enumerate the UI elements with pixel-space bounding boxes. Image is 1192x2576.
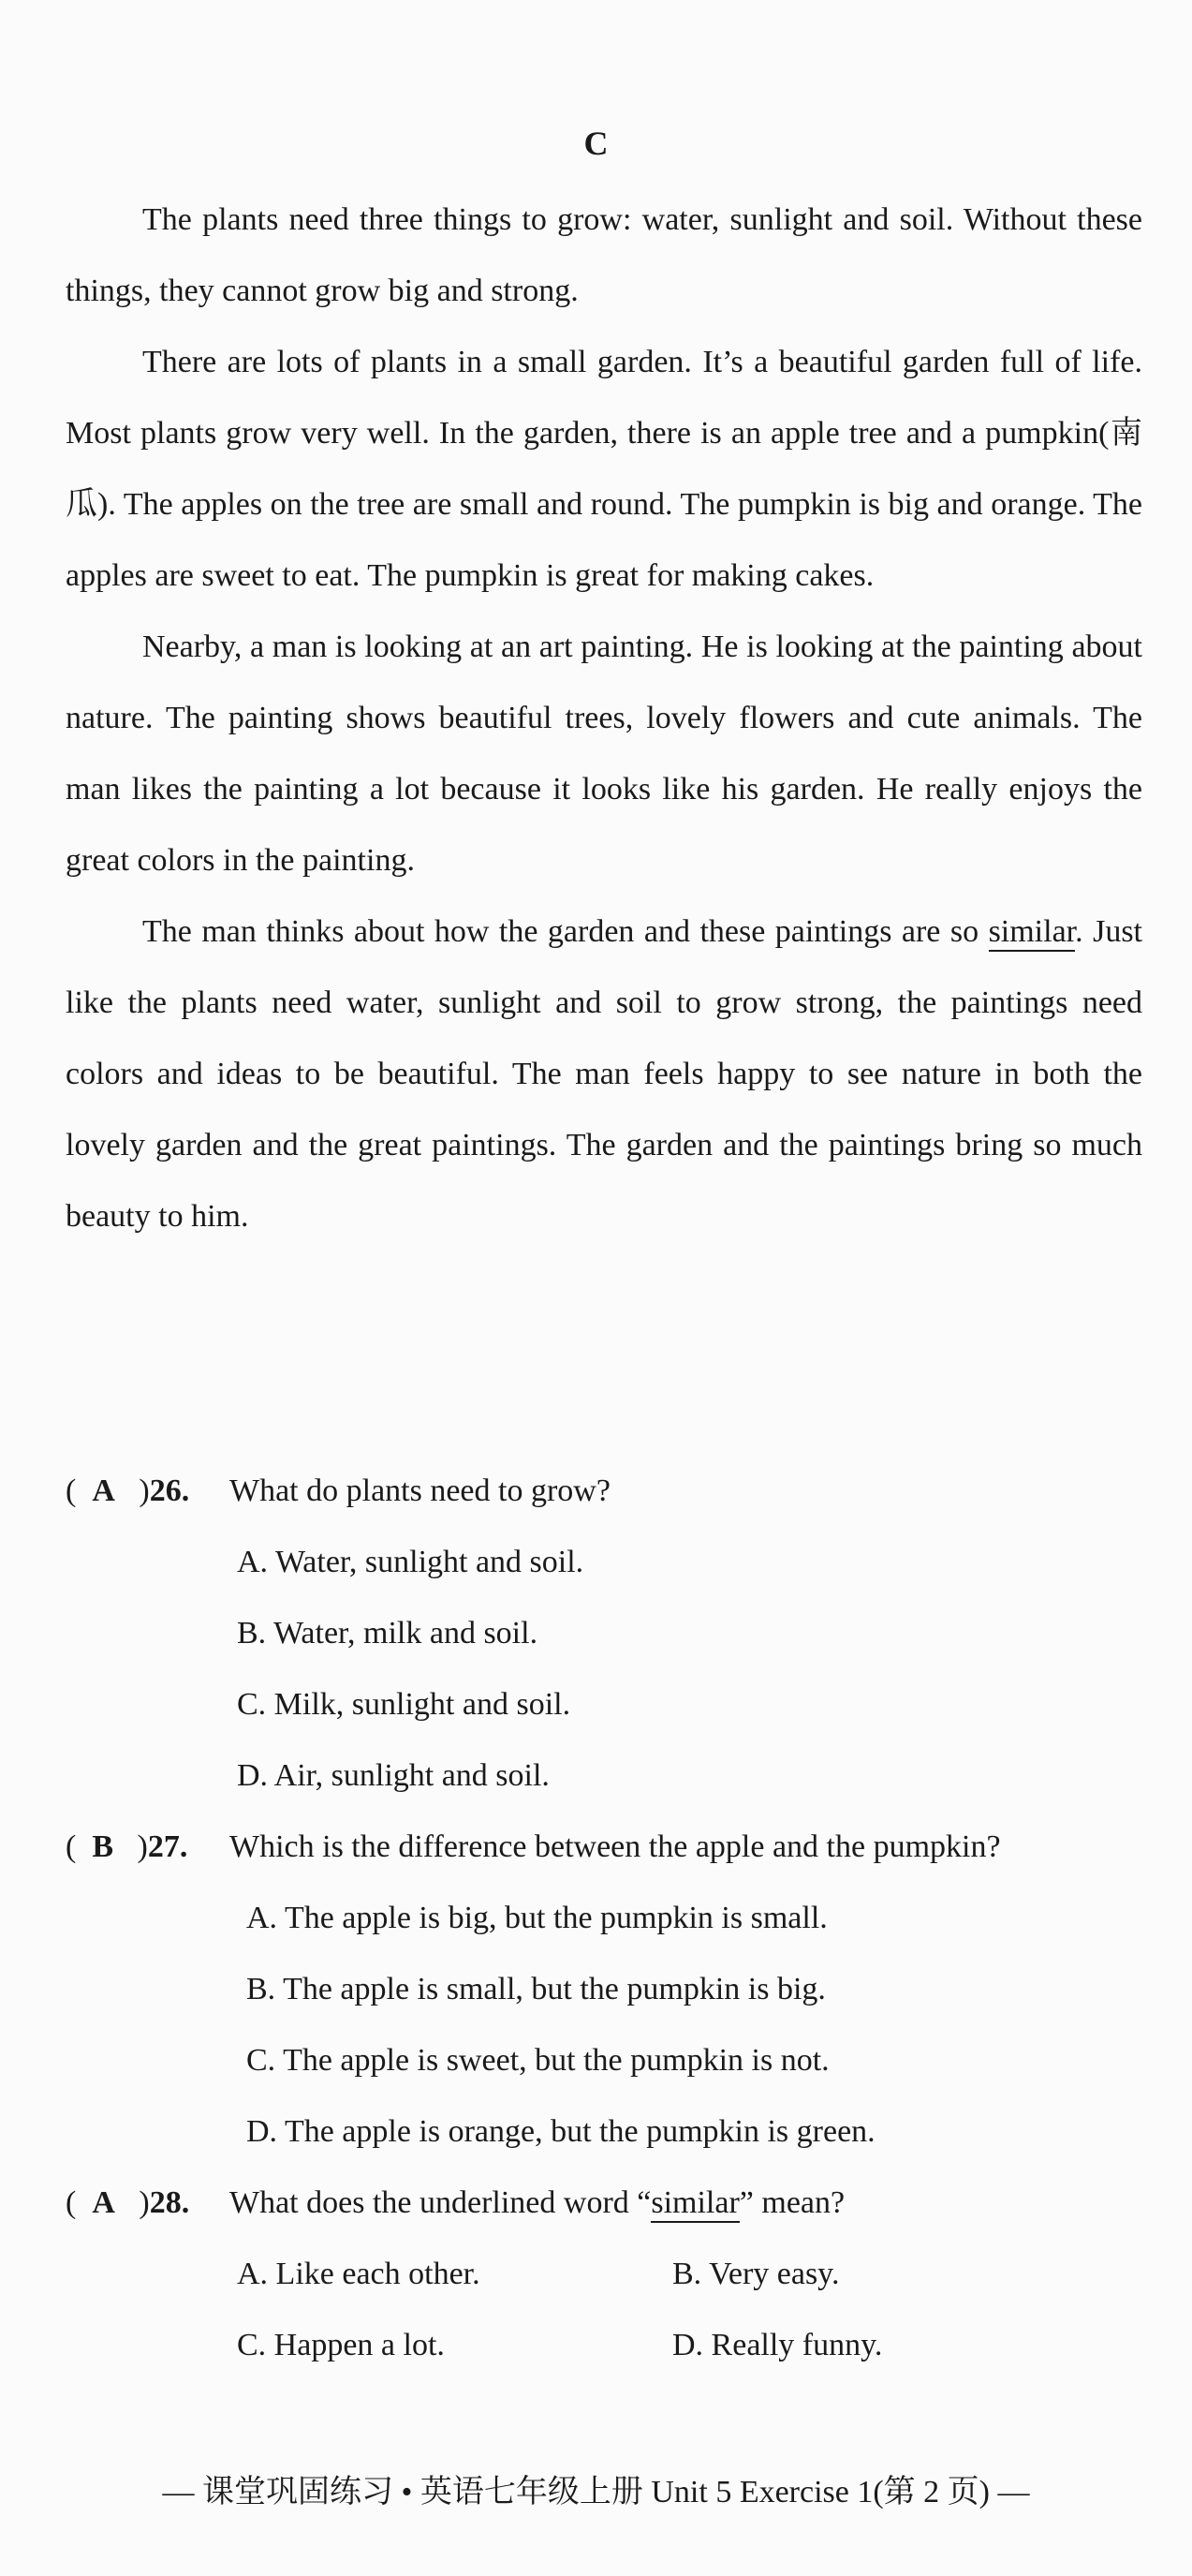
option-b: B. The apple is small, but the pumpkin is big. [246, 1972, 826, 2006]
option-d: D. The apple is orange, but the pumpkin is green. [246, 2114, 876, 2149]
answer-letter: A [92, 1473, 115, 1508]
stem-text-start: What does the underlined word “ [229, 2185, 652, 2220]
paragraph-4-text-start: The man thinks about how the garden and these paintings are so [142, 914, 989, 949]
option-c: C. Happen a lot. [237, 2328, 445, 2362]
bracket-open: ( [66, 1829, 77, 1864]
bracket-open: ( [66, 2185, 77, 2220]
underlined-word: similar [989, 914, 1076, 952]
question-stem [229, 2168, 1142, 2239]
option-b: B. Water, milk and soil. [237, 1616, 538, 1651]
answer-letter: A [92, 2185, 115, 2220]
question-stem: What do plants need to grow? [229, 1473, 611, 1508]
options-row-1 [66, 2239, 1142, 2310]
option-c: C. The apple is sweet, but the pumpkin is not. [246, 2043, 830, 2078]
paragraph-4-text-end: . Just like the plants need water, sunlight and soil to grow strong, the paintings need colors and ideas to be beautiful. The man feels happy to see nature in both the lovely garden and the great paintings. The garden and the paintings bring so much beauty to him. [66, 914, 1142, 1234]
underlined-word: similar [651, 2185, 739, 2223]
question-27-stem-row [66, 1812, 1142, 1883]
question-27 [66, 1812, 1142, 2168]
passage-paragraph-4 [66, 896, 1142, 1252]
question-28 [66, 2168, 1142, 2381]
question-number: 27. [147, 1829, 188, 1864]
answer-bracket [66, 1456, 229, 1527]
question-stem: Which is the difference between the apple and the pumpkin? [229, 1829, 1001, 1864]
passage-paragraph-2: There are lots of plants in a small garden. It’s a beautiful garden full of life. Most plants grow very well. In the garden, there is an apple tree and a pumpkin(南瓜). The apples on the tree are small and round. The pumpkin is big and orange. The apples are sweet to eat. The pumpkin is great for making cakes. [66, 345, 1142, 593]
option-d: D. Really funny. [672, 2328, 883, 2362]
question-26-stem-row [66, 1456, 1142, 1527]
option-a: A. Like each other. [237, 2257, 480, 2291]
bracket-close: ) [137, 1829, 148, 1864]
passage-paragraph-3: Nearby, a man is looking at an art painting. He is looking at the painting about nature. The painting shows beautiful trees, lovely flowers and cute animals. The man likes the painting a lot because it looks like his garden. He really enjoys the great colors in the painting. [66, 629, 1142, 878]
question-number: 28. [149, 2185, 190, 2220]
question-number: 26. [149, 1473, 190, 1508]
option-a: A. The apple is big, but the pumpkin is small. [246, 1901, 828, 1935]
option-d: D. Air, sunlight and soil. [237, 1758, 550, 1793]
option-b: B. Very easy. [672, 2257, 840, 2291]
answer-letter: B [92, 1829, 114, 1864]
option-c: C. Milk, sunlight and soil. [237, 1687, 571, 1722]
page-footer: — 课堂巩固练习 • 英语七年级上册 Unit 5 Exercise 1(第 2 页) — [162, 2475, 1030, 2509]
options-row-2 [66, 2310, 1142, 2381]
answer-bracket [66, 2168, 229, 2239]
section-heading: C [583, 125, 609, 162]
passage-paragraph-1: The plants need three things to grow: water, sunlight and soil. Without these things, they cannot grow big and strong. [66, 202, 1142, 308]
bracket-close: ) [139, 1473, 150, 1508]
question-28-stem-row [66, 2168, 1142, 2239]
reading-passage [66, 185, 1142, 1252]
bracket-close: ) [139, 2185, 150, 2220]
stem-text-end: ” mean? [739, 2185, 846, 2220]
bracket-open: ( [66, 1473, 77, 1508]
answer-bracket [66, 1812, 229, 1883]
option-a: A. Water, sunlight and soil. [237, 1545, 584, 1579]
question-list [66, 1456, 1142, 2381]
question-26 [66, 1456, 1142, 1812]
